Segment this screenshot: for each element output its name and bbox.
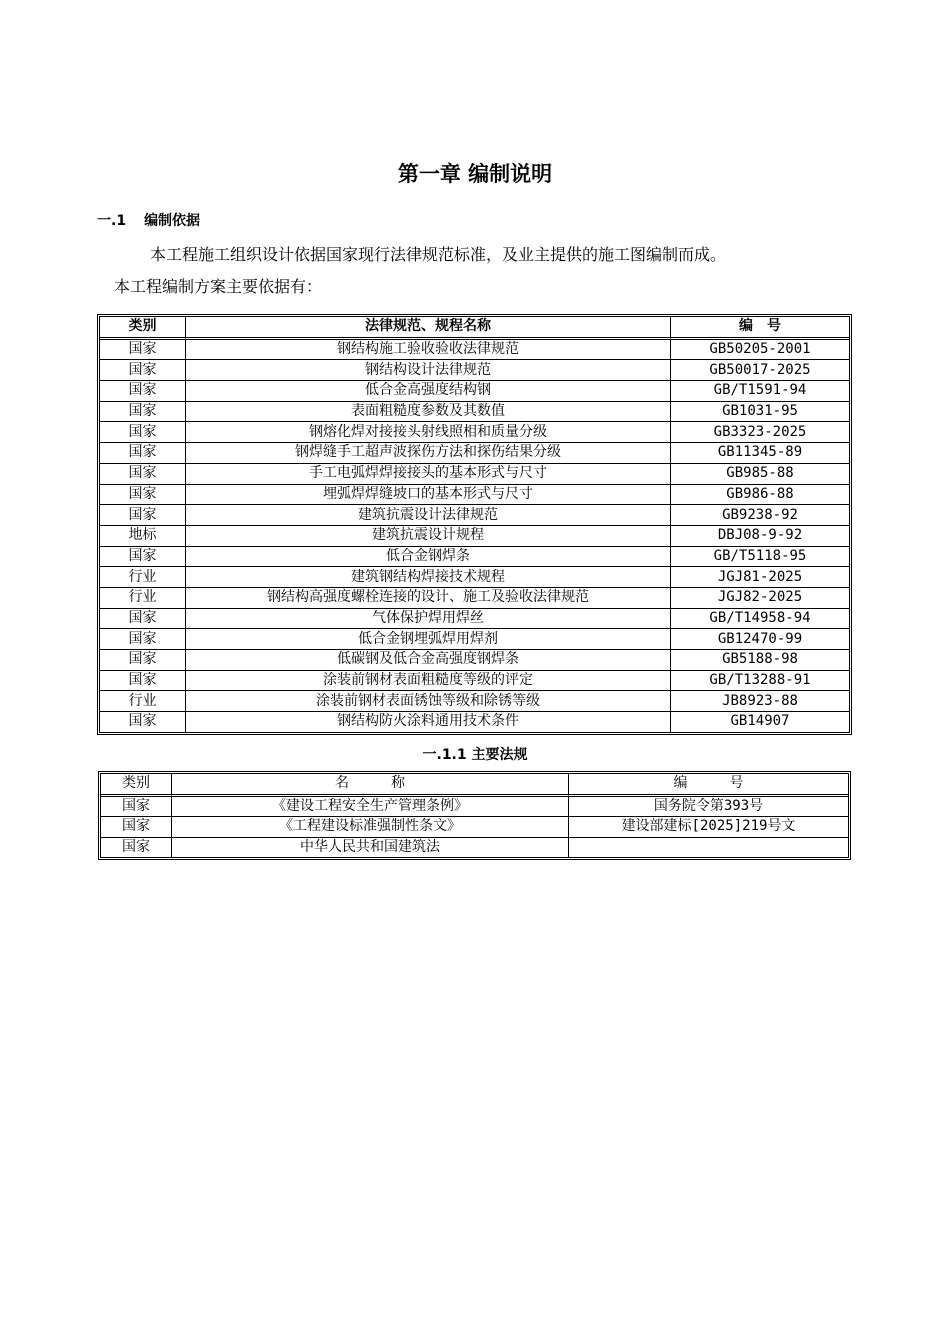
category-cell: 地标 (100, 526, 186, 547)
name-cell: 表面粗糙度参数及其数值 (186, 402, 671, 423)
category-cell: 行业 (100, 691, 186, 712)
name-cell: 手工电弧焊焊接接头的基本形式与尺寸 (186, 464, 671, 485)
code-cell: GB986-88 (671, 485, 849, 506)
table-row (100, 650, 849, 671)
standards-table (97, 314, 852, 735)
category-cell: 国家 (100, 422, 186, 443)
section-number: 一.1 (97, 213, 127, 229)
name-cell: 涂装前钢材表面锈蚀等级和除锈等级 (186, 691, 671, 712)
name-cell: 钢结构防火涂料通用技术条件 (186, 712, 671, 732)
category-cell: 国家 (100, 671, 186, 692)
category-cell: 国家 (100, 609, 186, 630)
category-cell: 行业 (100, 588, 186, 609)
table-row (100, 547, 849, 568)
name-cell: 《工程建设标准强制性条文》 (172, 817, 569, 838)
name-cell: 建筑抗震设计规程 (186, 526, 671, 547)
code-cell: JB8923-88 (671, 691, 849, 712)
table-row (100, 691, 849, 712)
section-heading (97, 210, 200, 230)
name-cell: 涂装前钢材表面粗糙度等级的评定 (186, 671, 671, 692)
category-cell: 国家 (100, 443, 186, 464)
category-cell: 国家 (100, 402, 186, 423)
intro-paragraph: 本工程施工组织设计依据国家现行法律规范标准，及业主提供的施工图编制而成。 (150, 245, 727, 264)
code-cell: GB1031-95 (671, 402, 849, 423)
name-cell: 建筑钢结构焊接技术规程 (186, 567, 671, 588)
name-cell: 低碳钢及低合金高强度钢焊条 (186, 650, 671, 671)
laws-table (98, 771, 851, 860)
name-cell: 钢结构高强度螺栓连接的设计、施工及验收法律规范 (186, 588, 671, 609)
table-header-row (101, 774, 848, 797)
chapter-title: 第一章 编制说明 (397, 162, 553, 186)
name-cell: 低合金钢焊条 (186, 547, 671, 568)
subsection-number: 一.1.1 (422, 747, 467, 763)
code-cell: JGJ82-2025 (671, 588, 849, 609)
code-cell: GB/T1591-94 (671, 381, 849, 402)
name-cell: 低合金高强度结构钢 (186, 381, 671, 402)
name-cell: 气体保护焊用焊丝 (186, 609, 671, 630)
code-cell: 国务院令第393号 (569, 797, 848, 818)
code-cell: GB5188-98 (671, 650, 849, 671)
category-cell: 国家 (100, 485, 186, 506)
table-row (100, 381, 849, 402)
category-cell: 国家 (100, 340, 186, 361)
category-cell: 国家 (100, 629, 186, 650)
header-name: 名 称 (172, 774, 569, 797)
table-row (100, 526, 849, 547)
name-cell: 埋弧焊焊缝坡口的基本形式与尺寸 (186, 485, 671, 506)
basis-paragraph: 本工程编制方案主要依据有： (114, 277, 323, 296)
name-cell: 钢结构设计法律规范 (186, 360, 671, 381)
table-row (100, 443, 849, 464)
table-row (100, 609, 849, 630)
code-cell (569, 838, 848, 858)
category-cell: 国家 (100, 464, 186, 485)
table-row (100, 505, 849, 526)
subsection-title: 主要法规 (471, 747, 528, 763)
category-cell: 国家 (101, 817, 172, 838)
table-row (100, 422, 849, 443)
name-cell: 钢结构施工验收验收法律规范 (186, 340, 671, 361)
table-row (100, 567, 849, 588)
code-cell: GB9238-92 (671, 505, 849, 526)
code-cell: GB3323-2025 (671, 422, 849, 443)
name-cell: 建筑抗震设计法律规范 (186, 505, 671, 526)
code-cell: GB11345-89 (671, 443, 849, 464)
category-cell: 国家 (100, 712, 186, 732)
header-name: 法律规范、规程名称 (186, 317, 671, 340)
category-cell: 国家 (101, 838, 172, 858)
code-cell: GB50205-2001 (671, 340, 849, 361)
code-cell: GB/T14958-94 (671, 609, 849, 630)
table-row (100, 464, 849, 485)
category-cell: 国家 (100, 650, 186, 671)
table-row (100, 340, 849, 361)
code-cell: GB12470-99 (671, 629, 849, 650)
code-cell: 建设部建标[2025]219号文 (569, 817, 848, 838)
category-cell: 国家 (100, 360, 186, 381)
code-cell: GB14907 (730, 713, 790, 730)
code-cell: GB/T5118-95 (671, 547, 849, 568)
subsection-heading (0, 744, 950, 764)
code-cell: JGJ81-2025 (671, 567, 849, 588)
category-cell: 国家 (101, 797, 172, 818)
header-category: 类别 (101, 774, 172, 797)
code-cell: DBJ08-9-92 (671, 526, 849, 547)
table-row (101, 797, 848, 818)
table-row (100, 360, 849, 381)
category-cell: 国家 (100, 505, 186, 526)
category-cell: 行业 (100, 567, 186, 588)
name-cell: 钢焊缝手工超声波探伤方法和探伤结果分级 (186, 443, 671, 464)
name-cell: 钢熔化焊对接接头射线照相和质量分级 (186, 422, 671, 443)
table-row (100, 588, 849, 609)
header-category: 类别 (100, 317, 186, 340)
category-cell: 国家 (100, 547, 186, 568)
name-cell: 中华人民共和国建筑法 (172, 838, 569, 858)
table-row (100, 712, 849, 732)
name-cell: 《建设工程安全生产管理条例》 (172, 797, 569, 818)
table-row (100, 629, 849, 650)
table-row (101, 817, 848, 838)
code-cell: GB985-88 (671, 464, 849, 485)
table-row (100, 402, 849, 423)
table-row (100, 671, 849, 692)
header-code: 编 号 (569, 774, 848, 797)
code-cell: GB50017-2025 (671, 360, 849, 381)
table-header-row (100, 317, 849, 340)
table-row (100, 485, 849, 506)
header-code: 编 号 (671, 317, 849, 340)
category-cell: 国家 (100, 381, 186, 402)
code-cell: GB/T13288-91 (671, 671, 849, 692)
table-row (101, 838, 848, 858)
section-title: 编制依据 (144, 213, 201, 229)
name-cell: 低合金钢埋弧焊用焊剂 (186, 629, 671, 650)
